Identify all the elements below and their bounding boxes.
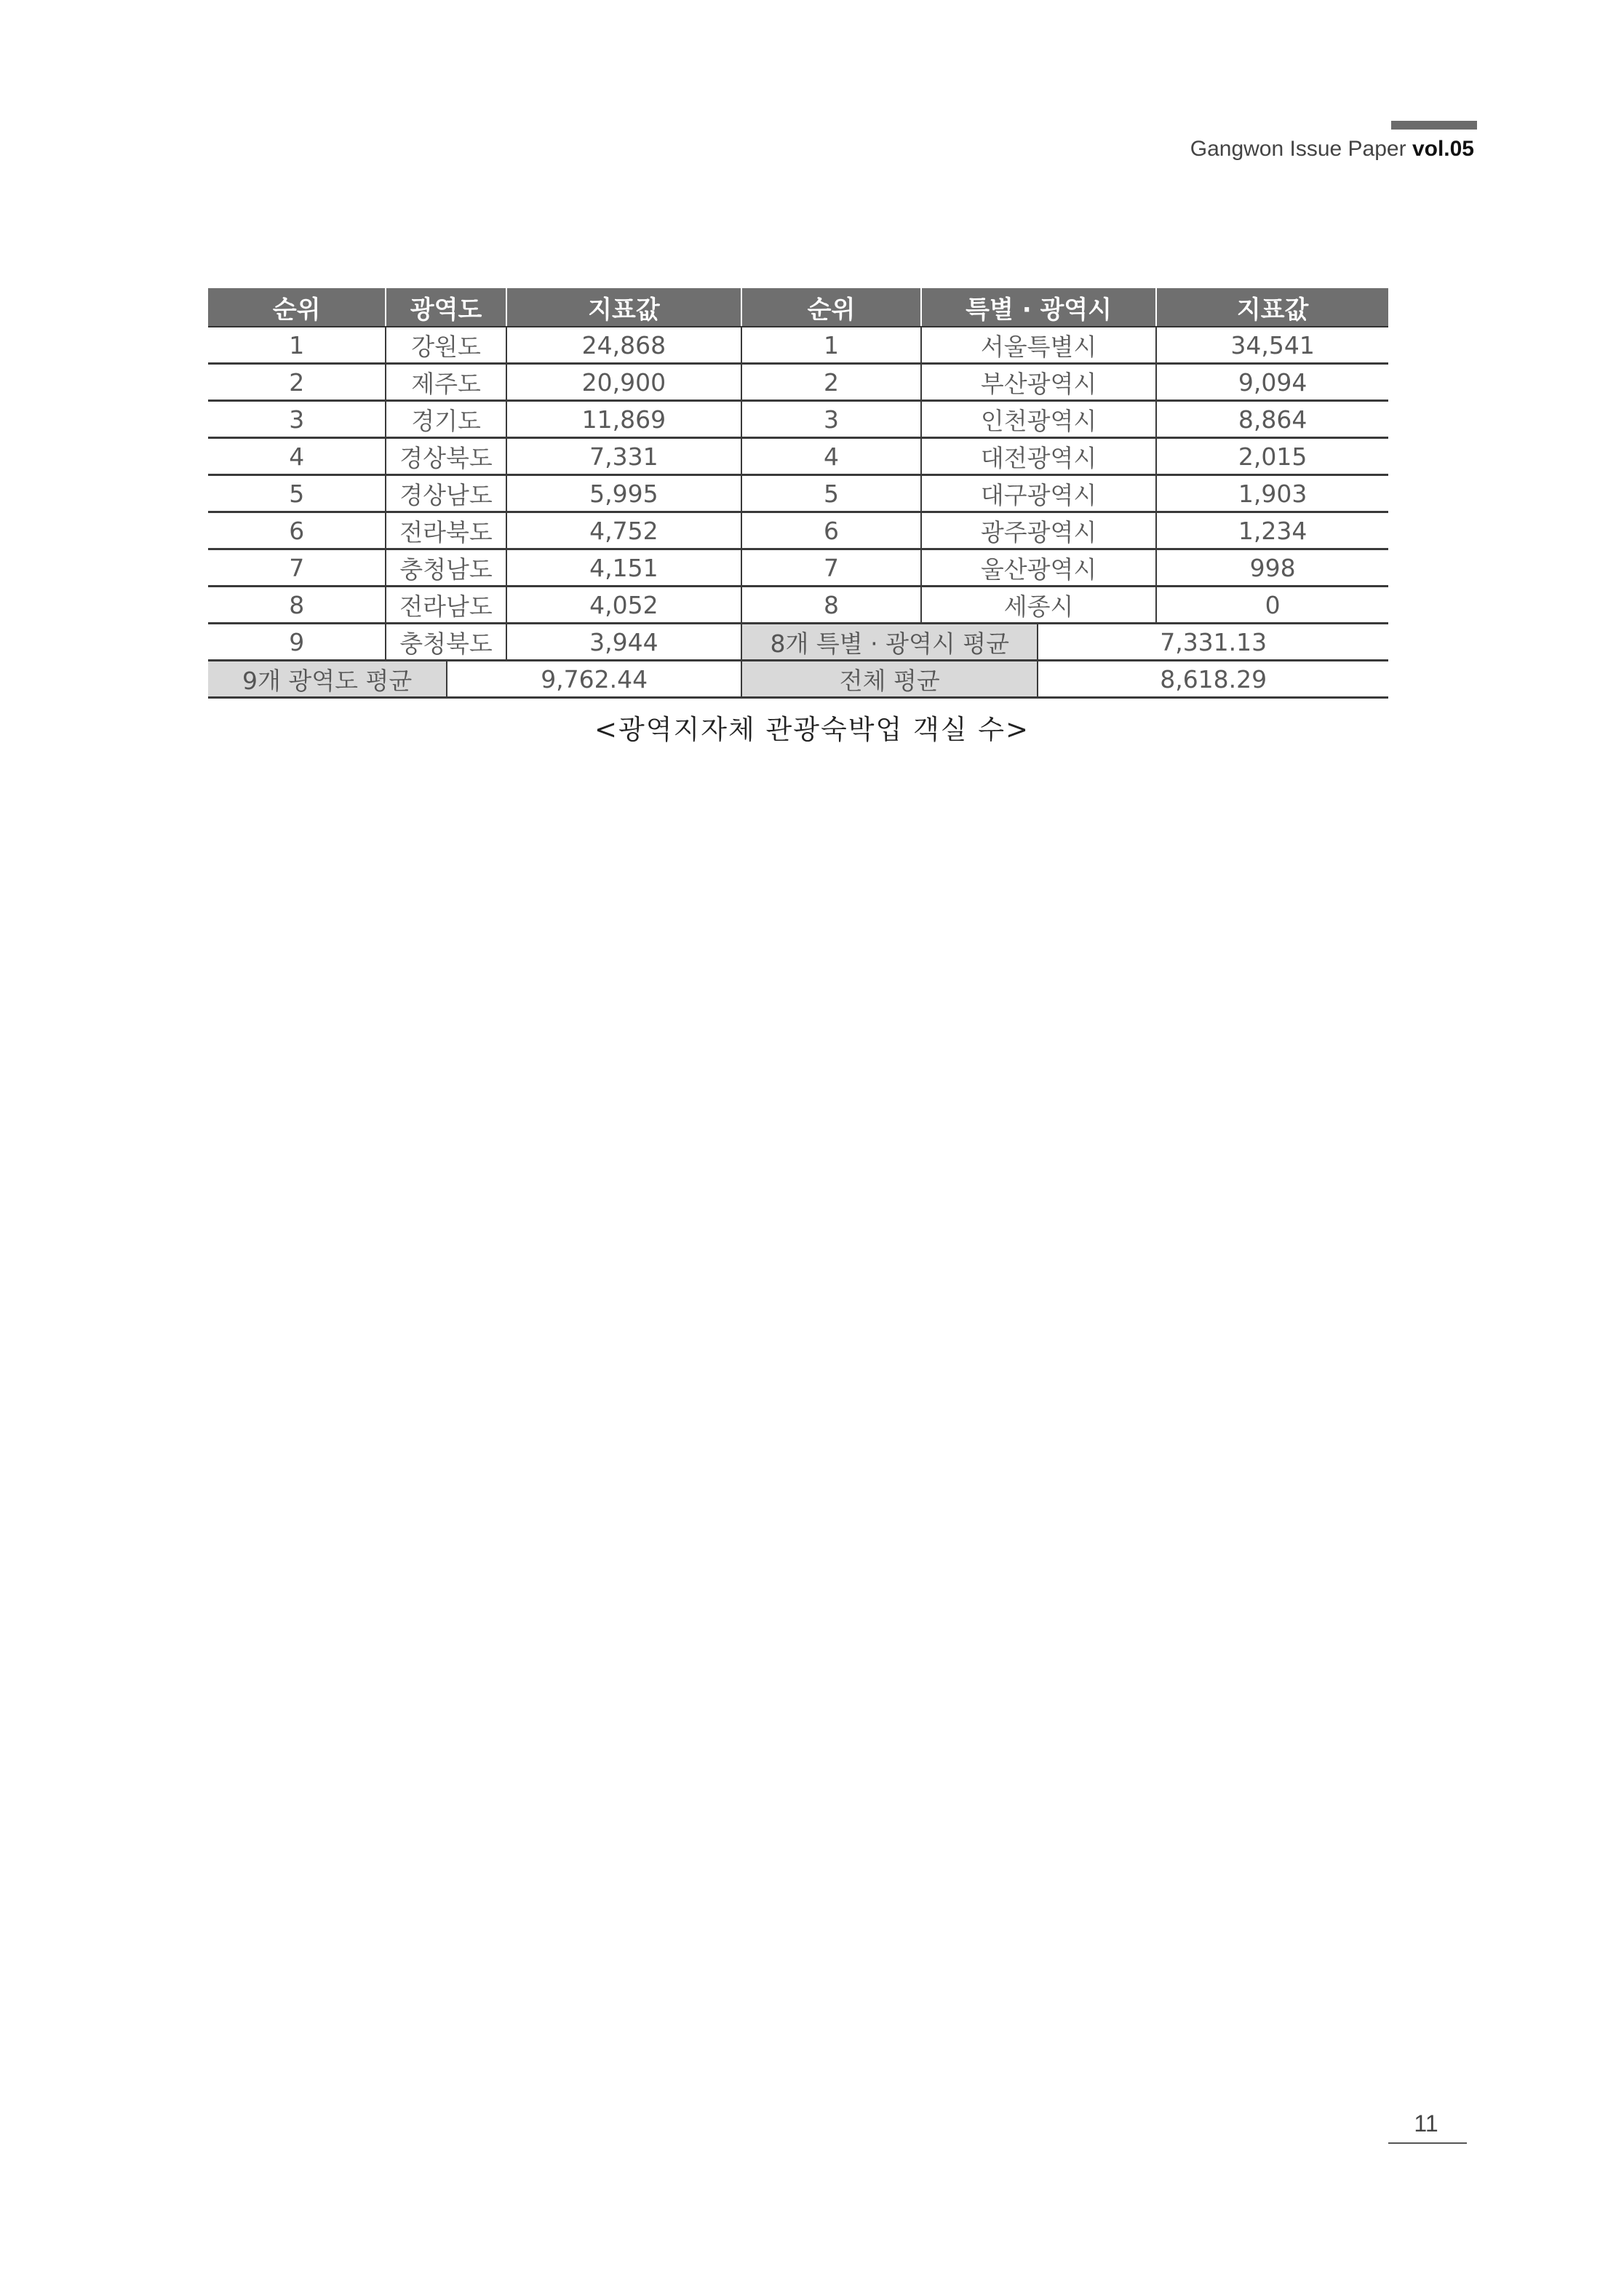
value-cell: 4,752 — [506, 512, 741, 549]
city-cell: 광주광역시 — [921, 512, 1156, 549]
room-count-table — [208, 288, 1388, 699]
page-number: 11 — [1414, 2110, 1438, 2137]
header-rank: 순위 — [208, 288, 386, 327]
city-cell: 울산광역시 — [921, 549, 1156, 587]
province-cell: 경상북도 — [386, 438, 506, 475]
province-average-value: 9,762.44 — [447, 661, 741, 698]
rank-cell: 1 — [741, 327, 921, 364]
total-average-label: 전체 평균 — [741, 661, 1038, 698]
value-cell: 24,868 — [506, 327, 741, 364]
rank-cell: 5 — [741, 475, 921, 512]
rank-cell: 3 — [208, 401, 386, 438]
rank-cell: 4 — [208, 438, 386, 475]
table-row — [208, 438, 1388, 475]
value-cell: 2,015 — [1156, 438, 1388, 475]
table-row — [208, 512, 1388, 549]
value-cell: 5,995 — [506, 475, 741, 512]
value-cell: 1,903 — [1156, 475, 1388, 512]
table-footer-row — [208, 661, 1388, 698]
header-value: 지표값 — [506, 288, 741, 327]
city-cell: 세종시 — [921, 587, 1156, 624]
table-row — [208, 401, 1388, 438]
table-caption: <광역지자체 관광숙박업 객실 수> — [594, 714, 1030, 745]
value-cell: 998 — [1156, 549, 1388, 587]
value-cell: 4,151 — [506, 549, 741, 587]
table-header-row — [208, 288, 1388, 327]
total-average-value: 8,618.29 — [1038, 661, 1388, 698]
rank-cell: 6 — [208, 512, 386, 549]
value-cell: 7,331 — [506, 438, 741, 475]
volume-label: vol.05 — [1412, 137, 1474, 161]
rank-cell: 3 — [741, 401, 921, 438]
province-cell: 충청남도 — [386, 549, 506, 587]
header-rank: 순위 — [741, 288, 921, 327]
province-cell: 경상남도 — [386, 475, 506, 512]
city-cell: 대구광역시 — [921, 475, 1156, 512]
rank-cell: 1 — [208, 327, 386, 364]
running-header — [1190, 137, 1474, 162]
rank-cell: 4 — [741, 438, 921, 475]
rank-cell: 7 — [208, 549, 386, 587]
rank-cell: 5 — [208, 475, 386, 512]
metro-average-value: 7,331.13 — [1038, 624, 1388, 661]
value-cell: 1,234 — [1156, 512, 1388, 549]
rank-cell: 9 — [208, 624, 386, 661]
rank-cell: 6 — [741, 512, 921, 549]
province-cell: 충청북도 — [386, 624, 506, 661]
table-row — [208, 364, 1388, 401]
page-number-rule — [1388, 2142, 1467, 2144]
series-title: Gangwon Issue Paper — [1190, 137, 1406, 161]
rank-cell: 7 — [741, 549, 921, 587]
metro-average-label: 8개 특별 · 광역시 평균 — [741, 624, 1038, 661]
rank-cell: 2 — [741, 364, 921, 401]
header-province: 광역도 — [386, 288, 506, 327]
value-cell: 34,541 — [1156, 327, 1388, 364]
value-cell: 4,052 — [506, 587, 741, 624]
header-value: 지표값 — [1156, 288, 1388, 327]
table-row — [208, 475, 1388, 512]
province-average-label: 9개 광역도 평균 — [208, 661, 447, 698]
value-cell: 9,094 — [1156, 364, 1388, 401]
rank-cell: 2 — [208, 364, 386, 401]
value-cell: 8,864 — [1156, 401, 1388, 438]
value-cell: 3,944 — [506, 624, 741, 661]
province-cell: 전라북도 — [386, 512, 506, 549]
rank-cell: 8 — [741, 587, 921, 624]
city-cell: 서울특별시 — [921, 327, 1156, 364]
table-row — [208, 587, 1388, 624]
province-cell: 전라남도 — [386, 587, 506, 624]
table-row — [208, 549, 1388, 587]
city-cell: 부산광역시 — [921, 364, 1156, 401]
province-cell: 제주도 — [386, 364, 506, 401]
header-accent-bar — [1391, 121, 1477, 130]
value-cell: 20,900 — [506, 364, 741, 401]
province-cell: 강원도 — [386, 327, 506, 364]
value-cell: 11,869 — [506, 401, 741, 438]
table-row — [208, 624, 1388, 661]
value-cell: 0 — [1156, 587, 1388, 624]
city-cell: 대전광역시 — [921, 438, 1156, 475]
rank-cell: 8 — [208, 587, 386, 624]
table-row — [208, 327, 1388, 364]
province-cell: 경기도 — [386, 401, 506, 438]
city-cell: 인천광역시 — [921, 401, 1156, 438]
header-metro-city: 특별 · 광역시 — [921, 288, 1156, 327]
